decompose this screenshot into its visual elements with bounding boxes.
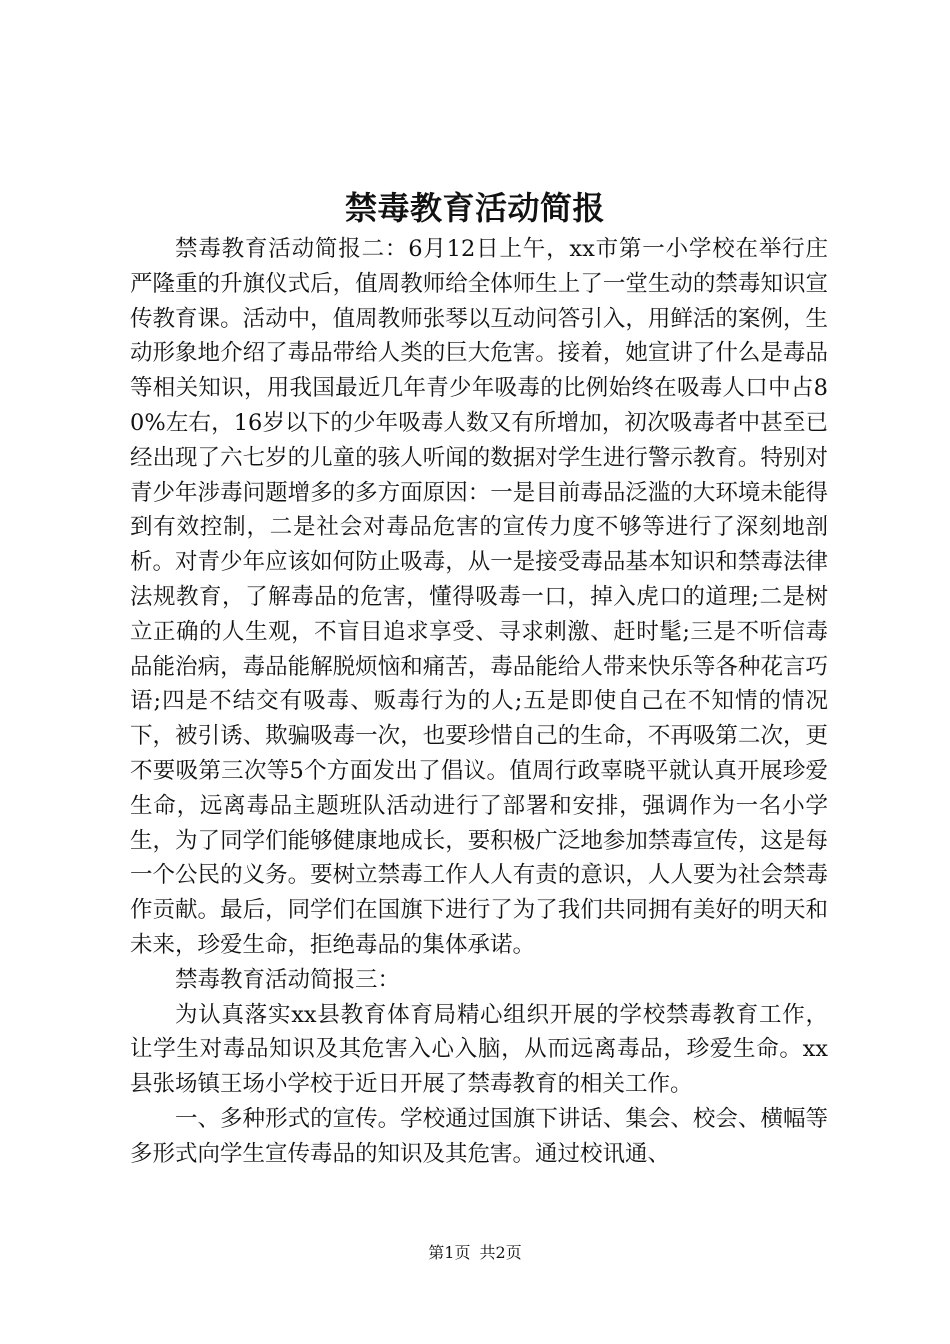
document-title: 禁毒教育活动简报	[344, 189, 605, 227]
page-number: 第1页	[428, 1243, 471, 1262]
page-total: 共2页	[479, 1243, 522, 1262]
document-body	[130, 232, 828, 1172]
paragraph-report-two: 禁毒教育活动简报二：6月12日上午，xx市第一小学校在举行庄严隆重的升旗仪式后，值周教师给全体师生上了一堂生动的禁毒知识宣传教育课。活动中，值周教师张琴以互动问答引入，用鲜活的案例，生动形象地介绍了毒品带给人类的巨大危害。接着，她宣讲了什么是毒品等相关知识，用我国最近几年青少年吸毒的比例始终在吸毒人口中占80%左右，16岁以下的少年吸毒人数又有所增加，初次吸毒者中甚至已经出现了六七岁的儿童的骇人听闻的数据对学生进行警示教育。特别对青少年涉毒问题增多的多方面原因：一是目前毒品泛滥的大环境未能得到有效控制，二是社会对毒品危害的宣传力度不够等进行了深刻地剖析。对青少年应该如何防止吸毒，从一是接受毒品基本知识和禁毒法律法规教育，了解毒品的危害，懂得吸毒一口，掉入虎口的道理;二是树立正确的人生观，不盲目追求享受、寻求刺激、赶时髦;三是不听信毒品能治病，毒品能解脱烦恼和痛苦，毒品能给人带来快乐等各种花言巧语;四是不结交有吸毒、贩毒行为的人;五是即使自己在不知情的情况下，被引诱、欺骗吸毒一次，也要珍惜自己的生命，不再吸第二次，更不要吸第三次等5个方面发出了倡议。值周行政辜晓平就认真开展珍爱生命，远离毒品主题班队活动进行了部署和安排，强调作为一名小学生，为了同学们能够健康地成长，要积极广泛地参加禁毒宣传，这是每一个公民的义务。要树立禁毒工作人人有责的意识，人人要为社会禁毒作贡献。最后，同学们在国旗下进行了为了我们共同拥有美好的明天和未来，珍爱生命，拒绝毒品的集体承诺。	[130, 236, 828, 958]
paragraph-section-one: 一、多种形式的宣传。学校通过国旗下讲话、集会、校会、横幅等多形式向学生宣传毒品的知识及其危害。通过校讯通、	[130, 1105, 828, 1167]
page-footer	[0, 1242, 950, 1264]
paragraph-report-three-heading: 禁毒教育活动简报三：	[175, 966, 401, 993]
paragraph-report-three-intro: 为认真落实xx县教育体育局精心组织开展的学校禁毒教育工作，让学生对毒品知识及其危害入心入脑，从而远离毒品，珍爱生命。xx县张场镇王场小学校于近日开展了禁毒教育的相关工作。	[130, 1001, 828, 1098]
